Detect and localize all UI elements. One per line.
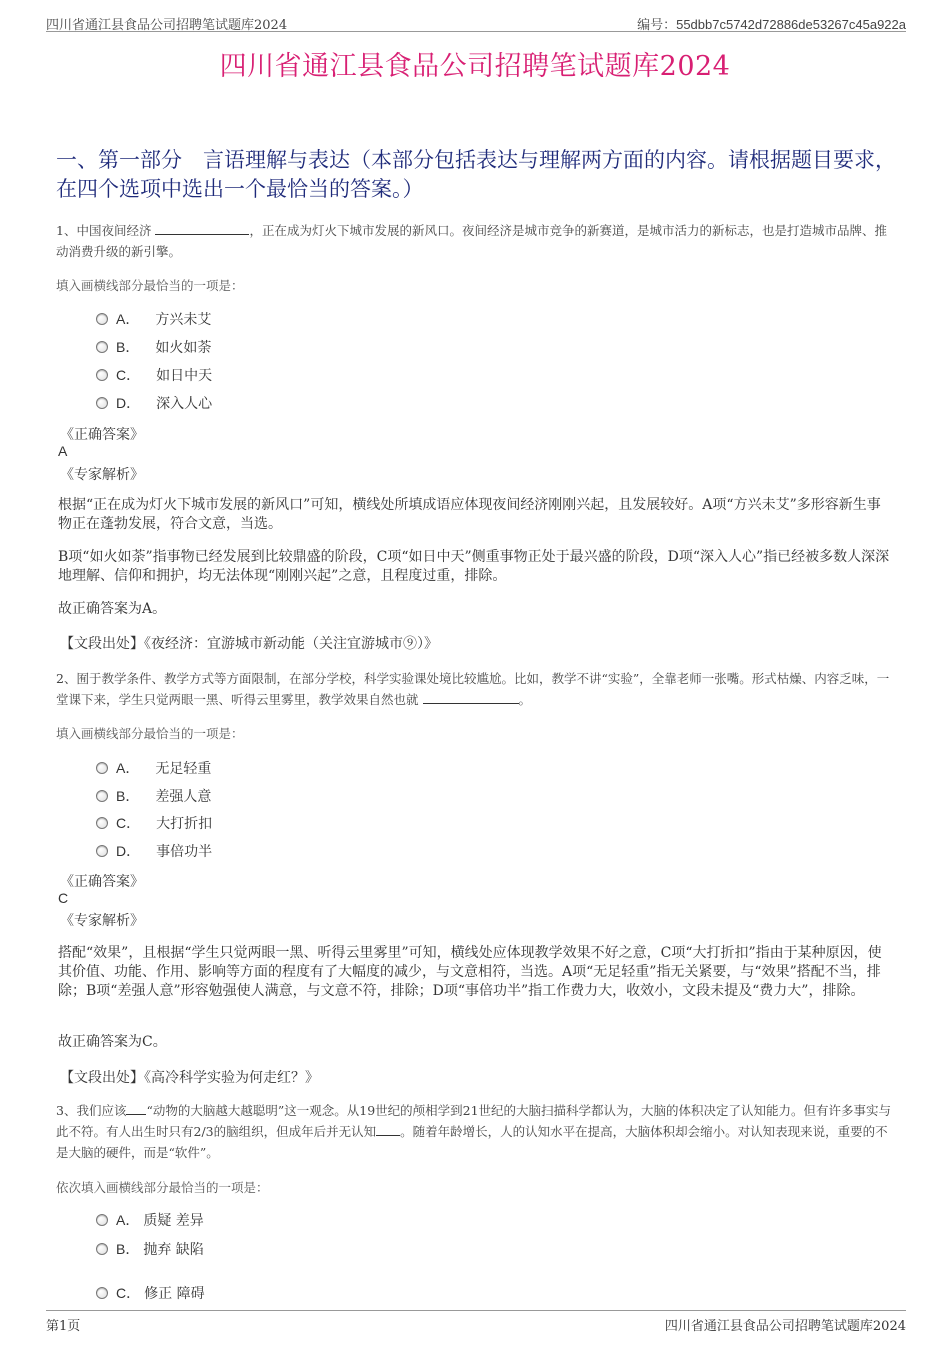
question-3-stem <box>56 1100 896 1163</box>
q2-option-d[interactable]: D． 事倍功半 <box>96 841 212 861</box>
q1-stem-part-b: ，正在成为灯火下城市发展的新风口。夜间经济是城市竞争的新赛道，是城市活力的新标志，也是打造城市品牌、推动消费升级的新引擎。 <box>56 223 887 259</box>
q2-prompt: 填入画横线部分最恰当的一项是： <box>56 726 244 741</box>
q3-stem-part-b: “动物的大脑越大越聪明”这一观念。从19世纪的颅相学到21世纪的大脑扫描科学都认为，大脑的体积决定了认知能力。但有许多事实与此不符。有人出生时只有2/3的脑组织，但成年后并无认知 <box>56 1103 892 1139</box>
q1-source: 【文段出处】《夜经济：宜游城市新动能（关注宜游城市⑨）》 <box>60 636 438 652</box>
q2-option-a[interactable]: A． 无足轻重 <box>96 758 211 778</box>
radio-button[interactable] <box>96 397 108 409</box>
q2-source: 【文段出处】《高冷科学实验为何走红？》 <box>60 1070 319 1086</box>
radio-button[interactable] <box>96 762 108 774</box>
q3-prompt: 依次填入画横线部分最恰当的一项是： <box>56 1180 269 1195</box>
radio-button[interactable] <box>96 313 108 325</box>
q1-prompt: 填入画横线部分最恰当的一项是： <box>56 278 244 293</box>
question-1-stem <box>56 220 896 262</box>
header-doc-id-label: 编号： <box>637 18 677 33</box>
page-title: 四川省通江县食品公司招聘笔试题库2024 <box>219 51 731 82</box>
q2-stem-part-b: 。 <box>518 692 532 707</box>
q2-blank <box>423 691 519 704</box>
q2-option-b[interactable]: B． 差强人意 <box>96 786 211 806</box>
q1-analysis-label: 《专家解析》 <box>60 467 144 483</box>
q1-option-b[interactable]: B． 如火如荼 <box>96 337 211 357</box>
q3-option-b[interactable]: B． 抛弃 缺陷 <box>96 1239 204 1259</box>
q2-answer-label: 《正确答案》 <box>60 874 144 890</box>
radio-button[interactable] <box>96 1214 108 1226</box>
q3-stem-part-a: 3、我们应该 <box>56 1103 127 1118</box>
question-2-stem <box>56 668 896 710</box>
q1-option-d[interactable]: D． 深入人心 <box>96 393 212 413</box>
radio-button[interactable] <box>96 790 108 802</box>
q2-option-c[interactable]: C． 大打折扣 <box>96 813 212 833</box>
header-doc-id <box>637 14 906 33</box>
footer-doc-title: 四川省通江县食品公司招聘笔试题库2024 <box>664 1319 906 1334</box>
q2-analysis-paragraph-1: 搭配“效果”，且根据“学生只觉两眼一黑、听得云里雾里”可知，横线处应体现教学效果不好之意，C项“大打折扣”指由于某种原因，使其价值、功能、作用、影响等方面的程度有了大幅度的减少，与文意相符，当选。A项“无足轻重”指无关紧要，与“效果”搭配不当，排除；B项“差强人意”形容勉强使人满意，与文意不符，排除；D项“事倍功半”指工作费力大，收效小，文段未提及“费力大”，排除。 <box>58 945 882 999</box>
page-header <box>46 14 906 32</box>
q3-blank-2 <box>376 1123 400 1136</box>
q1-answer-label: 《正确答案》 <box>60 427 144 443</box>
q1-option-c[interactable]: C． 如日中天 <box>96 365 212 385</box>
q1-analysis-paragraph-2: B项“如火如荼”指事物已经发展到比较鼎盛的阶段，C项“如日中天”侧重事物正处于最兴盛的阶段，D项“深入人心”指已经被多数人深深地理解、信仰和拥护，均无法体现“刚刚兴起”之意，且程度过重，排除。 <box>58 549 890 584</box>
radio-button[interactable] <box>96 341 108 353</box>
q1-analysis-conclusion: 故正确答案为A。 <box>58 601 167 617</box>
radio-button[interactable] <box>96 1287 108 1299</box>
footer-page-number: 第1页 <box>46 1319 81 1334</box>
q3-blank-1 <box>126 1102 146 1115</box>
header-doc-id-code: 55dbb7c5742d72886de53267c45a922a <box>676 17 906 32</box>
q3-option-c[interactable]: C． 修正 障碍 <box>96 1283 205 1303</box>
q3-option-a[interactable]: A． 质疑 差异 <box>96 1210 204 1230</box>
q1-option-a[interactable]: A． 方兴未艾 <box>96 309 211 329</box>
radio-button[interactable] <box>96 817 108 829</box>
header-doc-title: 四川省通江县食品公司招聘笔试题库2024 <box>46 18 288 33</box>
section-heading: 一、第一部分 言语理解与表达（本部分包括表达与理解两方面的内容。请根据题目要求，在四个选项中选出一个最恰当的答案。） <box>56 148 896 201</box>
q3-stem-part-c: 。随着年龄增长，人的认知水平在提高，大脑体积却会缩小。对认知表现来说，重要的不是大脑的硬件，而是“软件”。 <box>56 1124 888 1160</box>
radio-button[interactable] <box>96 845 108 857</box>
radio-button[interactable] <box>96 369 108 381</box>
q1-analysis-paragraph-1: 根据“正在成为灯火下城市发展的新风口”可知，横线处所填成语应体现夜间经济刚刚兴起，且发展较好。A项“方兴未艾”多形容新生事物正在蓬勃发展，符合文意，当选。 <box>58 497 881 532</box>
q1-blank <box>155 222 249 235</box>
q1-answer: A <box>58 443 68 459</box>
q2-stem-part-a: 2、囿于教学条件、教学方式等方面限制，在部分学校，科学实验课处境比较尴尬。比如，教学不讲“实验”，全靠老师一张嘴。形式枯燥、内容乏味，一堂课下来，学生只觉两眼一黑、听得云里雾里，教学效果自然也就 <box>56 671 890 707</box>
q2-analysis-conclusion: 故正确答案为C。 <box>58 1034 167 1050</box>
q1-stem-part-a: 1、中国夜间经济 <box>56 223 152 238</box>
q2-answer: C <box>58 890 69 906</box>
radio-button[interactable] <box>96 1243 108 1255</box>
q2-analysis-label: 《专家解析》 <box>60 913 144 929</box>
page-footer <box>46 1310 906 1332</box>
